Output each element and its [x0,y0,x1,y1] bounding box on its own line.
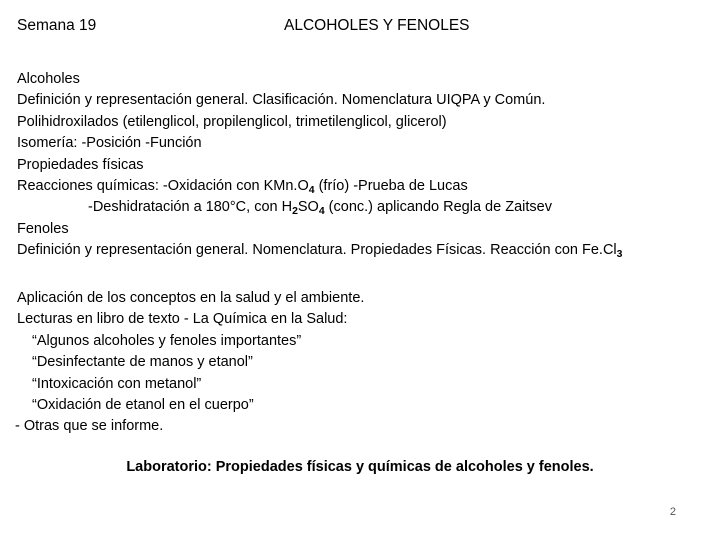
aplicacion-section [17,288,707,438]
laboratorio-line: Laboratorio: Propiedades físicas y químicas de alcoholes y fenoles. [126,459,594,475]
reacciones-text-a: Reacciones químicas: -Oxidación con KMn.O [17,178,309,195]
alcoholes-section [17,69,707,262]
reacciones-line [17,176,707,197]
fenoles-definition-line [17,240,707,261]
alcoholes-definition-line: Definición y representación general. Clasificación. Nomenclatura UIQPA y Común. [17,92,546,109]
reacciones-subscript: 4 [308,184,315,196]
reading-item: “Intoxicación con metanol” [32,375,202,392]
week-label: Semana 19 [17,17,97,34]
deshidratacion-sub-1: 2 [292,206,298,218]
deshidratacion-text-c: (conc.) aplicando Regla de Zaitsev [324,199,552,216]
deshidratacion-line [17,197,707,218]
otras-line: - Otras que se informe. [15,418,164,435]
reading-item: “Desinfectante de manos y etanol” [32,354,253,371]
isomeria-line: Isomería: -Posición -Función [17,135,202,152]
fenoles-text: Definición y representación general. Nomenclatura. Propiedades Físicas. Reacción con Fe.Cl [17,242,617,259]
aplicacion-line: Aplicación de los conceptos en la salud y el ambiente. [17,290,365,306]
deshidratacion-text-a: -Deshidratación a 180°C, con H [88,199,293,216]
reading-item: “Algunos alcoholes y fenoles importantes” [32,332,302,349]
reading-item: “Oxidación de etanol en el cuerpo” [32,397,254,414]
lecturas-line: Lecturas en libro de texto - La Química en la Salud: [17,311,348,328]
fenoles-heading: Fenoles [17,220,69,237]
fenoles-subscript: 3 [616,249,623,261]
propiedades-line: Propiedades físicas [17,156,144,173]
page-number: 2 [669,506,676,518]
deshidratacion-text-b: SO [297,199,319,216]
alcoholes-heading: Alcoholes [17,71,80,87]
deshidratacion-sub-2: 4 [318,206,325,218]
polihidroxilados-line: Polihidroxilados (etilenglicol, propilenglicol, trimetilenglicol, glicerol) [17,113,447,130]
page-title: ALCOHOLES Y FENOLES [284,17,470,34]
reacciones-text-b: (frío) -Prueba de Lucas [314,178,468,195]
